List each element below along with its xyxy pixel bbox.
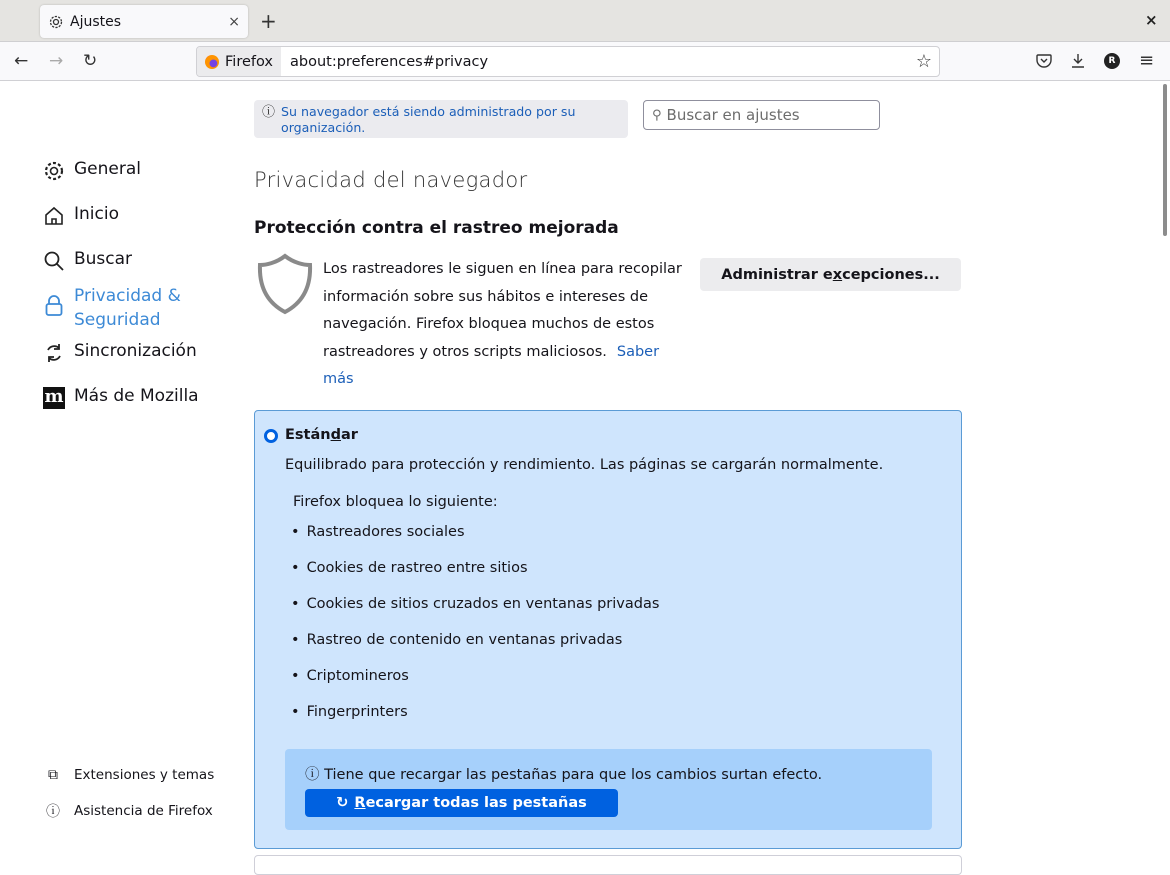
sidebar-item-sync[interactable] xyxy=(42,341,197,365)
button-label-post: cepciones... xyxy=(842,266,940,283)
accesskey: R xyxy=(354,795,366,811)
strict-protection-card[interactable] xyxy=(254,855,962,875)
reload-icon: ↻ xyxy=(336,795,349,811)
reload-notice-text: Tiene que recargar las pestañas para que los cambios surtan efecto. xyxy=(324,767,823,783)
gear-icon xyxy=(48,14,64,30)
window-close-button[interactable]: × xyxy=(1145,11,1158,29)
navigation-toolbar xyxy=(0,42,1170,81)
standard-description: Equilibrado para protección y rendimiento. Las páginas se cargarán normalmente. xyxy=(285,457,884,473)
accesskey: x xyxy=(832,266,843,283)
page-title: Privacidad del navegador xyxy=(254,168,528,192)
tab-ajustes[interactable] xyxy=(40,5,248,38)
reload-button[interactable]: ↻ xyxy=(83,51,98,71)
sidebar-item-label xyxy=(74,284,181,332)
standard-protection-card[interactable] xyxy=(254,410,962,849)
reload-notice-box xyxy=(285,749,932,830)
search-icon: ⚲ xyxy=(652,107,662,123)
learn-more-link[interactable]: Saber más xyxy=(323,343,660,388)
new-tab-button[interactable]: + xyxy=(260,9,277,33)
tab-close-icon[interactable]: × xyxy=(228,13,240,30)
mozilla-icon: m xyxy=(44,386,64,407)
list-item: • Rastreo de contenido en ventanas privadas xyxy=(291,632,659,668)
downloads-icon[interactable] xyxy=(1070,53,1086,69)
puzzle-icon: ⧉ xyxy=(48,767,58,783)
gear-icon xyxy=(42,159,66,183)
sidebar-footer-label: Extensiones y temas xyxy=(74,767,215,783)
manage-exceptions-button[interactable] xyxy=(700,258,961,291)
policy-notice-text[interactable]: Su navegador está siendo administrado por su organización. xyxy=(281,104,576,135)
blocks-heading: Firefox bloquea lo siguiente: xyxy=(293,494,498,510)
info-icon: ⓘ xyxy=(305,767,325,783)
list-item: • Cookies de rastreo entre sitios xyxy=(291,560,659,596)
sidebar-item-privacy[interactable] xyxy=(42,284,181,332)
standard-radio[interactable] xyxy=(264,429,278,443)
policy-notice[interactable] xyxy=(254,100,628,138)
etp-heading: Protección contra el rastreo mejorada xyxy=(254,218,619,238)
title-pre: Están xyxy=(285,427,331,443)
sidebar-item-label: Sincronización xyxy=(74,341,197,361)
identity-box[interactable] xyxy=(197,47,281,76)
standard-title[interactable] xyxy=(285,427,358,443)
search-icon xyxy=(42,249,66,273)
help-icon: ⓘ xyxy=(46,804,60,820)
list-item: • Criptomineros xyxy=(291,668,659,704)
sidebar-item-label: Inicio xyxy=(74,204,119,224)
search-placeholder: Buscar en ajustes xyxy=(666,106,800,124)
pocket-icon[interactable] xyxy=(1036,54,1052,68)
menu-icon[interactable]: ≡ xyxy=(1139,50,1155,71)
page-scrollbar[interactable] xyxy=(1163,84,1167,236)
reload-button-label: ecargar todas las pestañas xyxy=(365,795,587,811)
sidebar-footer-support[interactable] xyxy=(44,801,213,821)
sidebar-item-home[interactable] xyxy=(42,204,119,228)
identity-label: Firefox xyxy=(225,53,273,70)
label-line-1: Privacidad & xyxy=(74,286,181,306)
bookmark-star-icon[interactable]: ☆ xyxy=(915,51,932,72)
tab-bar xyxy=(0,0,1170,42)
sidebar-item-general[interactable] xyxy=(42,159,141,183)
reload-notice xyxy=(305,763,822,784)
home-icon xyxy=(42,204,66,228)
back-button[interactable]: ← xyxy=(14,51,29,71)
sidebar-item-label: Buscar xyxy=(74,249,133,269)
shield-icon xyxy=(256,253,314,315)
sidebar-item-search[interactable] xyxy=(42,249,132,273)
info-icon: ⓘ xyxy=(262,105,276,120)
etp-description xyxy=(323,256,683,394)
url-input[interactable]: about:preferences#privacy xyxy=(290,53,489,70)
sidebar-item-label: Más de Mozilla xyxy=(74,386,199,406)
firefox-logo-icon xyxy=(205,55,219,69)
sync-icon xyxy=(42,341,66,365)
url-bar[interactable] xyxy=(196,46,940,77)
account-avatar[interactable]: R xyxy=(1104,53,1120,69)
lock-icon xyxy=(42,294,66,318)
button-label-pre: Administrar e xyxy=(721,266,833,283)
list-item: • Fingerprinters xyxy=(291,704,659,740)
title-post: ar xyxy=(340,427,358,443)
reload-all-tabs-button[interactable] xyxy=(305,789,618,817)
tab-title: Ajustes xyxy=(70,13,122,30)
label-line-2: Seguridad xyxy=(74,310,161,330)
sidebar-item-label: General xyxy=(74,159,141,179)
blocked-list xyxy=(291,524,659,740)
list-item: • Cookies de sitios cruzados en ventanas privadas xyxy=(291,596,659,632)
list-item: • Rastreadores sociales xyxy=(291,524,659,560)
sidebar-footer-label: Asistencia de Firefox xyxy=(74,803,213,819)
forward-button[interactable]: → xyxy=(49,51,64,71)
accesskey: d xyxy=(330,427,341,443)
etp-description-text: Los rastreadores le siguen en línea para recopilar información sobre sus hábitos e intereses de navegación. Firefox bloquea muchos de estos rastreadores y otros scripts maliciosos. xyxy=(323,261,682,360)
sidebar-item-more-mozilla[interactable] xyxy=(42,386,199,410)
search-input[interactable] xyxy=(643,100,880,130)
sidebar-footer-extensions[interactable] xyxy=(44,767,214,783)
